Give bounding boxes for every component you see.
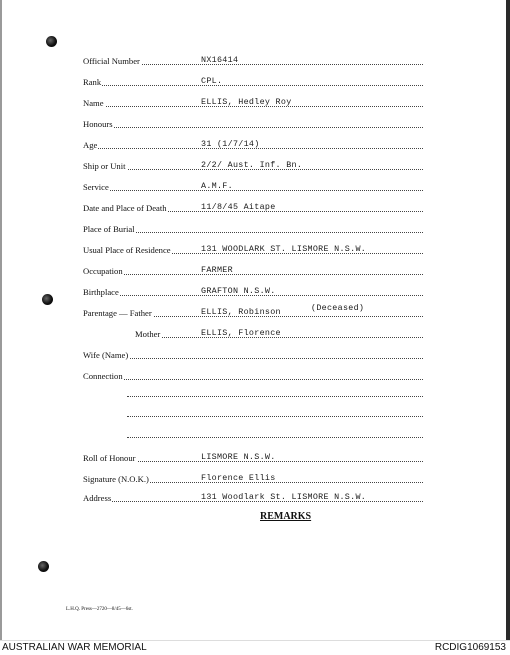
- mother-value: ELLIS, Florence: [201, 328, 281, 338]
- burial-label: Place of Burial: [83, 224, 135, 234]
- rank-label: Rank: [83, 77, 102, 87]
- service-label: Service: [83, 182, 109, 192]
- signature-label: Signature (N.O.K.): [83, 474, 149, 484]
- father-value: ELLIS, Robinson: [201, 307, 281, 317]
- footer-record-id: RCDIG1069153: [434, 642, 506, 653]
- punch-hole-icon: [46, 36, 57, 47]
- rank-value: CPL.: [201, 76, 223, 86]
- signature-value: Florence Ellis: [201, 473, 276, 483]
- address-label: Address: [83, 493, 112, 503]
- residence-label: Usual Place of Residence: [83, 245, 171, 255]
- age-value: 31 (1/7/14): [201, 139, 260, 149]
- archive-footer: [0, 640, 510, 655]
- ship-value: 2/2/ Aust. Inf. Bn.: [201, 160, 303, 170]
- ship-label: Ship or Unit: [83, 161, 126, 171]
- connection-line: [127, 396, 423, 397]
- official-number-label: Official Number: [83, 56, 140, 66]
- connection-line: [127, 437, 423, 438]
- father-note: (Deceased): [311, 303, 365, 313]
- connection-line: [127, 416, 423, 417]
- wife-label: Wife (Name): [83, 350, 129, 360]
- residence-value: 131 WOODLARK ST. LISMORE N.S.W.: [201, 244, 367, 254]
- punch-hole-icon: [38, 561, 49, 572]
- service-value: A.M.F.: [201, 181, 233, 191]
- death-label: Date and Place of Death: [83, 203, 167, 213]
- roll-label: Roll of Honour: [83, 453, 136, 463]
- honours-label: Honours: [83, 119, 113, 129]
- scan-edge-left: [0, 0, 2, 640]
- occupation-value: FARMER: [201, 265, 233, 275]
- birthplace-label: Birthplace: [83, 287, 119, 297]
- mother-label: Mother: [135, 329, 161, 339]
- printer-imprint: L.H.Q. Press—2720—8/45—6st.: [66, 607, 133, 612]
- parentage-father-label: Parentage — Father: [83, 308, 152, 318]
- official-number-value: NX16414: [201, 55, 239, 65]
- connection-label: Connection: [83, 371, 123, 381]
- occupation-label: Occupation: [83, 266, 123, 276]
- punch-hole-icon: [42, 294, 53, 305]
- age-label: Age: [83, 140, 98, 150]
- footer-institution: AUSTRALIAN WAR MEMORIAL: [2, 642, 147, 653]
- name-value: ELLIS, Hedley Roy: [201, 97, 292, 107]
- name-label: Name: [83, 98, 104, 108]
- death-value: 11/8/45 Aitape: [201, 202, 276, 212]
- address-value: 131 Woodlark St. LISMORE N.S.W.: [201, 492, 367, 502]
- birthplace-value: GRAFTON N.S.W.: [201, 286, 276, 296]
- roll-value: LISMORE N.S.W.: [201, 452, 276, 462]
- remarks-heading: REMARKS: [260, 511, 312, 522]
- scan-edge-right: [506, 0, 510, 640]
